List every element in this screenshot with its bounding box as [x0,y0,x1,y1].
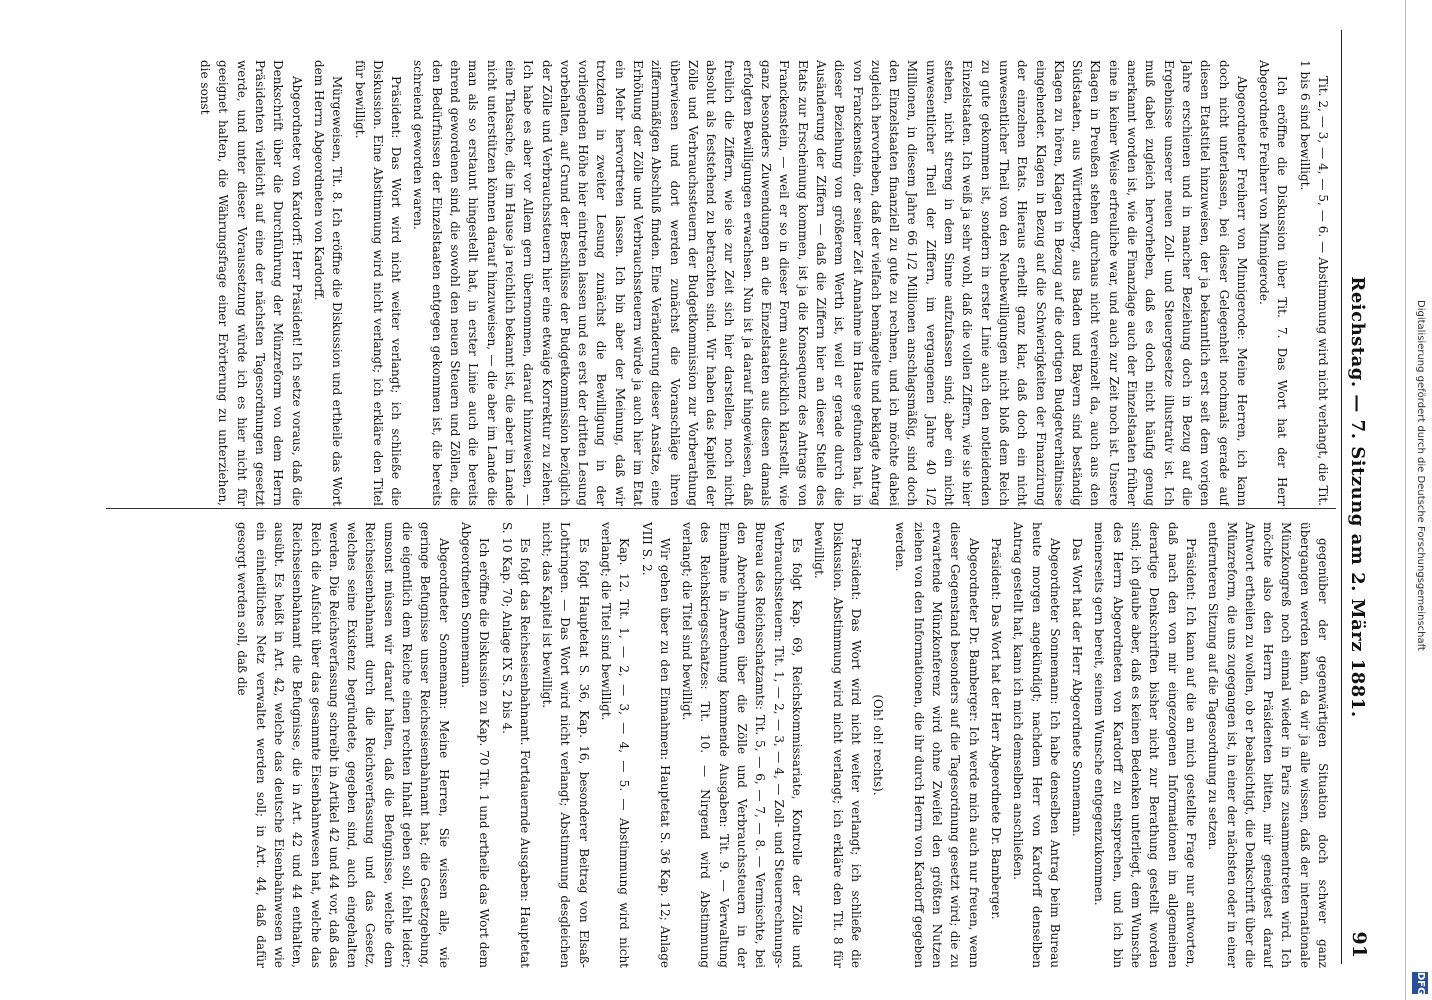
paragraph: Es folgt Kap. 69, Reichskommissariate, Kontrolle der Zölle und Verbrauchssteuern: Tit. 1, — 2, — 3, — 4, — Zoll- und Steuerrechnungs-Bureau des Reichsschatzamts: Tit. 5, — 6, — 7, — 8. — Vermischte, bei den Abrechnungen über die Zölle und Verbrauchssteuern in der Einnahme in Anrechnung kommende Ausgaben: Tit. 9. — Verwaltung des Reichskriegsschatzes: Tit. 10. — Nirgend wird Abstimmung verlangt; die Titel sind bewilligt. [680,522,804,968]
paragraph: Präsident: Das Wort hat der Herr Abgeordnete Dr. Bamberger. [988,538,1003,920]
digitization-note: Digitalisierung gefördert durch die Deutsche Forschungsgemeinschaft [1415,300,1426,651]
paragraph: Es folgt Hauptetat S. 36, Kap. 16, besonderer Beitrag von Elsaß-Lothringen. — Das Wort wird nicht verlangt; Abstimmung desgleichen nicht; das Kapitel ist bewilligt. [540,522,591,968]
page-number: 91 [1348,931,1370,958]
paragraph: Das Wort hat der Herr Abgeordnete Sonnemann. [1070,538,1085,837]
paragraph: Wir gehen über zu den Einnahmen: Hauptetat S. 36 Kap. 12; Anlage VIII S. 2. [639,522,672,968]
column-divider [106,508,1336,509]
page-header [1341,30,1372,964]
running-title: Reichstag. — 7. Sitzung am 2. März 1881. [1347,276,1368,718]
paragraph: Abgeordneter Dr. Bamberger: Ich werde mich auch nur freuen, wenn dieser Gegenstand besonders auf die Tagesordnung gesetzt wird; die zu erwartende Münzkonferenz wird ohne Zweifel den größten Nutzen ziehen von den Informationen, die ihr durch Herrn von Kardorff gegeben werden. [893,522,981,968]
paragraph: Abgeordneter Sonnemann: Meine Herren, Sie wissen alle, wie geringe Befugnisse unser Reichseisenbahnamt hat; die Gesetzgebung, die eigentlich dem Reiche einen rechten Inhalt geben soll, fehlt leider; umsonst müssen wir darauf halten, daß die Befugnisse, welche dem Reichseisenbahnamt durch die Reichsverfassung und das Gesetz, welches seine Existenz begründete, gegeben sind, auch eingehalten werden. Die Reichsverfassung schreibt in Artikel 42 und 44 vor, daß das Reich die Aufsicht über das gesammte Eisenbahnwesen hat, welche das Reichseisenbahnamt die Befugnisse, die in Art. 42 und 44 enthalten, ausübt. Es heißt in Art. 42, welche das deutsche Eisenbahnwesen wie ein einheitliches Netz verwaltet werden soll; in Art. 44, daß dafür gesorgt werden soll, daß die [235,522,451,968]
paragraph: Abgeordneter Freiherr von Minnigerode: Meine Herren, ich kann doch nicht unterlassen, bei dieser Gelegenheit nochmals gerade auf diesen Etatstitel hinzuweisen, der ja bekanntlich erst seit dem vorigen Jahre erschienen und in mancher Beziehung doch in Bezug auf die Ergebnisse unserer neuen Zoll- und Steuergesetze illustrativ ist. Ich muß dabei zugleich hervorheben, daß es doch nicht häufig genug anerkannt worden ist, wie die Finanzlage auch der Einzelstaaten früher eine in keiner Weise erfreuliche war, und auch zur Zeit noch ist. Unsere Klagen in Preußen stehen durchaus nicht vereinzelt da, auch aus den Südstaaten, aus Württemberg, aus Baden und Bayern sind beständig Klagen zu hören, Klagen in Bezug auf die dortigen Budgetverhältnisse eingehender. Klagen in Bezug auf die Schwierigkeiten der Finanzirung der einzelnen Etats. Hieraus erhellt ganz klar, daß doch ein nicht unwesentlicher Theil von den Neubewilligungen nicht bloß dem Reich zu gute gekommen ist, sondern in erster Linie auch den notleidenden Einzelstaaten. Ich weiß ja sehr wohl, daß die vollen Ziffern, wie sie hier stehen, nicht streng in dem Sinne aufzufassen sind; aber ein nicht unwesentlicher Theil der Ziffern, im vergangenen Jahre 40 1/2 Millionen, in diesem Jahre 66 1/2 Millionen anschlagsmäßig, sind doch den Einzelstaaten finanziell zu gute zu rechnen, und ich möchte dabei zugleich hervorheben, daß der vielfach bemängelte und beklagte Antrag von Franckenstein, der seiner Zeit Annahme im Hause gefunden hat, in dieser Beziehung von größerem Werth ist, weil er gerade durch die Ausänderung der Ziffern — daß die Ziffern hier an dieser Stelle des Etats zur Erscheinung kommen, ist ja die Konsequenz des Antrags von Franckenstein, — weil er so in dieser Form ausdrücklich klarstellt, wie ganz besonders Zuwendungen an die Einzelstaaten aus diesen damals erfolgten Bewilligungen erwachsen. Nun ist ja darauf hingewiesen, daß freilich die Ziffern, wie sie zur Zeit sich hier darstellen, noch nicht absolut als feststehend zu betrachten sind. Wir haben das Kapitel der Zölle und Verbrauchssteuern der Budgetkommission zur Vorberathung überwiesen und dort werden zunächst die Voranschläge ihren ziffernmäßigen Abschluß finden. Eine Veränderung dieser Ansätze, eine Erhöhung der Zölle und Verbrauchssteuern würde ja auch hier im Etat ein Mehr hervortreten lassen. Ich bin aber der Meinung, daß wir trotzdem in zweiter Lesung zunächst die Bewilligung in der vorliegenden Höhe hier eintreten lassen und es erst der dritten Lesung vorbehalten, auf Grund der Beschlüsse der Budgetkommission bezüglich der Zölle und Verbrauchssteuern hier eine etwaige Korrektur zu ziehen. Ich habe es aber vor Allem gern übernommen, darauf hinzuweisen, — eine Thatsache, die im Hause ja reichlich bekannt ist, die aber im Lande nicht unterstützen können darauf hinzuweisen, — die aber im Lande die man als so erstaunt hingestellt hat, in erster Linie auch die bereits ehrend gewordenen sind, die sowohl den neuen Steuern und Zöllen, die den Bedürfnissen der Einzelstaaten entgegen gekommen ist, die bereits schreiend geworden waren. [411,60,1249,506]
paragraph: Präsident: Ich kann auf die an mich gestellte Frage nur antworten, daß nach den von mir eingezogenen Informationen im allgemeinen derartige Denkschriften bisher nicht zur Berathung gestellt worden sind; ich glaube aber, daß es keinen Bedenken unterliegt, dem Wunsche des Herrn Abgeordneten von Kardorff zu entsprechen, und ich bin meinerseits gern bereit, seinem Wunsche entgegenzukommen. [1092,522,1198,968]
paragraph: Präsident: Das Wort wird nicht weiter verlangt; ich schließe die Diskussion. Abstimmung wird nicht verlangt; ich erkläre den Tit. 8 für bewilligt. [812,522,863,968]
paragraph: Ich eröffne die Diskussion über Tit. 7. Das Wort hat der Herr Abgeordnete Freiherr von Minnigerode. [1257,60,1290,506]
dfg-logo: DFG [1412,972,1428,994]
paragraph: Kap. 12. Tit. 1, — 2, — 3, — 4, — 5. — Abstimmung wird nicht verlangt; die Titel sind bewilligt. [599,522,632,968]
paragraph: gegenüber der gegenwärtigen Situation doch schwer ganz übergangen werden kann, da wir ja alle wissen, daß der internationale Münzkongreß noch einmal wieder in Paris zusammentreten wird. Ich möchte also den Herrn Präsidenten bitten, mir geneigtest darauf Antwort ertheilen zu wollen, ob er beabsichtigt, die Denkschrift über die Münzreform, die uns zugegangen ist, in einer der nächsten oder in einer entfernteren Sitzung auf die Tagesordnung zu setzen. [1206,522,1330,968]
paragraph: (Oh! oh! rechts). [871,694,886,796]
paragraph: Mürgeweisen, Tit. 8. Ich eröffne die Diskussion und ertheile das Wort dem Herrn Abgeordneten von Kardorff. [311,60,345,506]
paragraph: Tit. 2, — 3, — 4, — 5, — 6. — Abstimmung wird nicht verlangt, die Tit. 1 bis 6 sind bewilligt. [1297,60,1330,506]
paragraph: Ich eröffne die Diskussion zu Kap. 70 Tit. 1 und ertheile das Wort dem Abgeordneten Sonnemann. [458,522,492,968]
paragraph: Es folgt das Reichseisenbahnamt. Fortdauernde Ausgaben: Hauptetat S. 10 Kap. 70; Anlage IX S. 2 bis 4. [499,522,532,968]
right-column [82,522,1332,968]
paragraph: Abgeordneter von Kardorff: Herr Präsident! Ich setze voraus, daß die Denkschrift über die Durchführung der Münzreform von dem Herrn Präsidenten vielleicht auf eine der nächsten Tagesordnungen gesetzt werde, und unter dieser Voraussetzung würde ich es hier nicht für geeignet halten, die Währungsfrage einer Erörterung zu unterziehen, die sonst [198,60,304,506]
paragraph: Abgeordneter Sonnemann: Ich habe denselben Antrag beim Bureau heute morgen angekündigt; nachdem Herr von Kardorff denselben Antrag gestellt hat, kann ich mich demselben anschließen. [1011,522,1062,968]
paragraph: Präsident: Das Wort wird nicht weiter verlangt; ich schließe die Diskussion. Eine Abstimmung wird nicht verlangt; ich erkläre den Titel für bewilligt. [352,60,404,506]
left-column [82,60,1332,506]
digitization-banner [1405,0,1432,1000]
